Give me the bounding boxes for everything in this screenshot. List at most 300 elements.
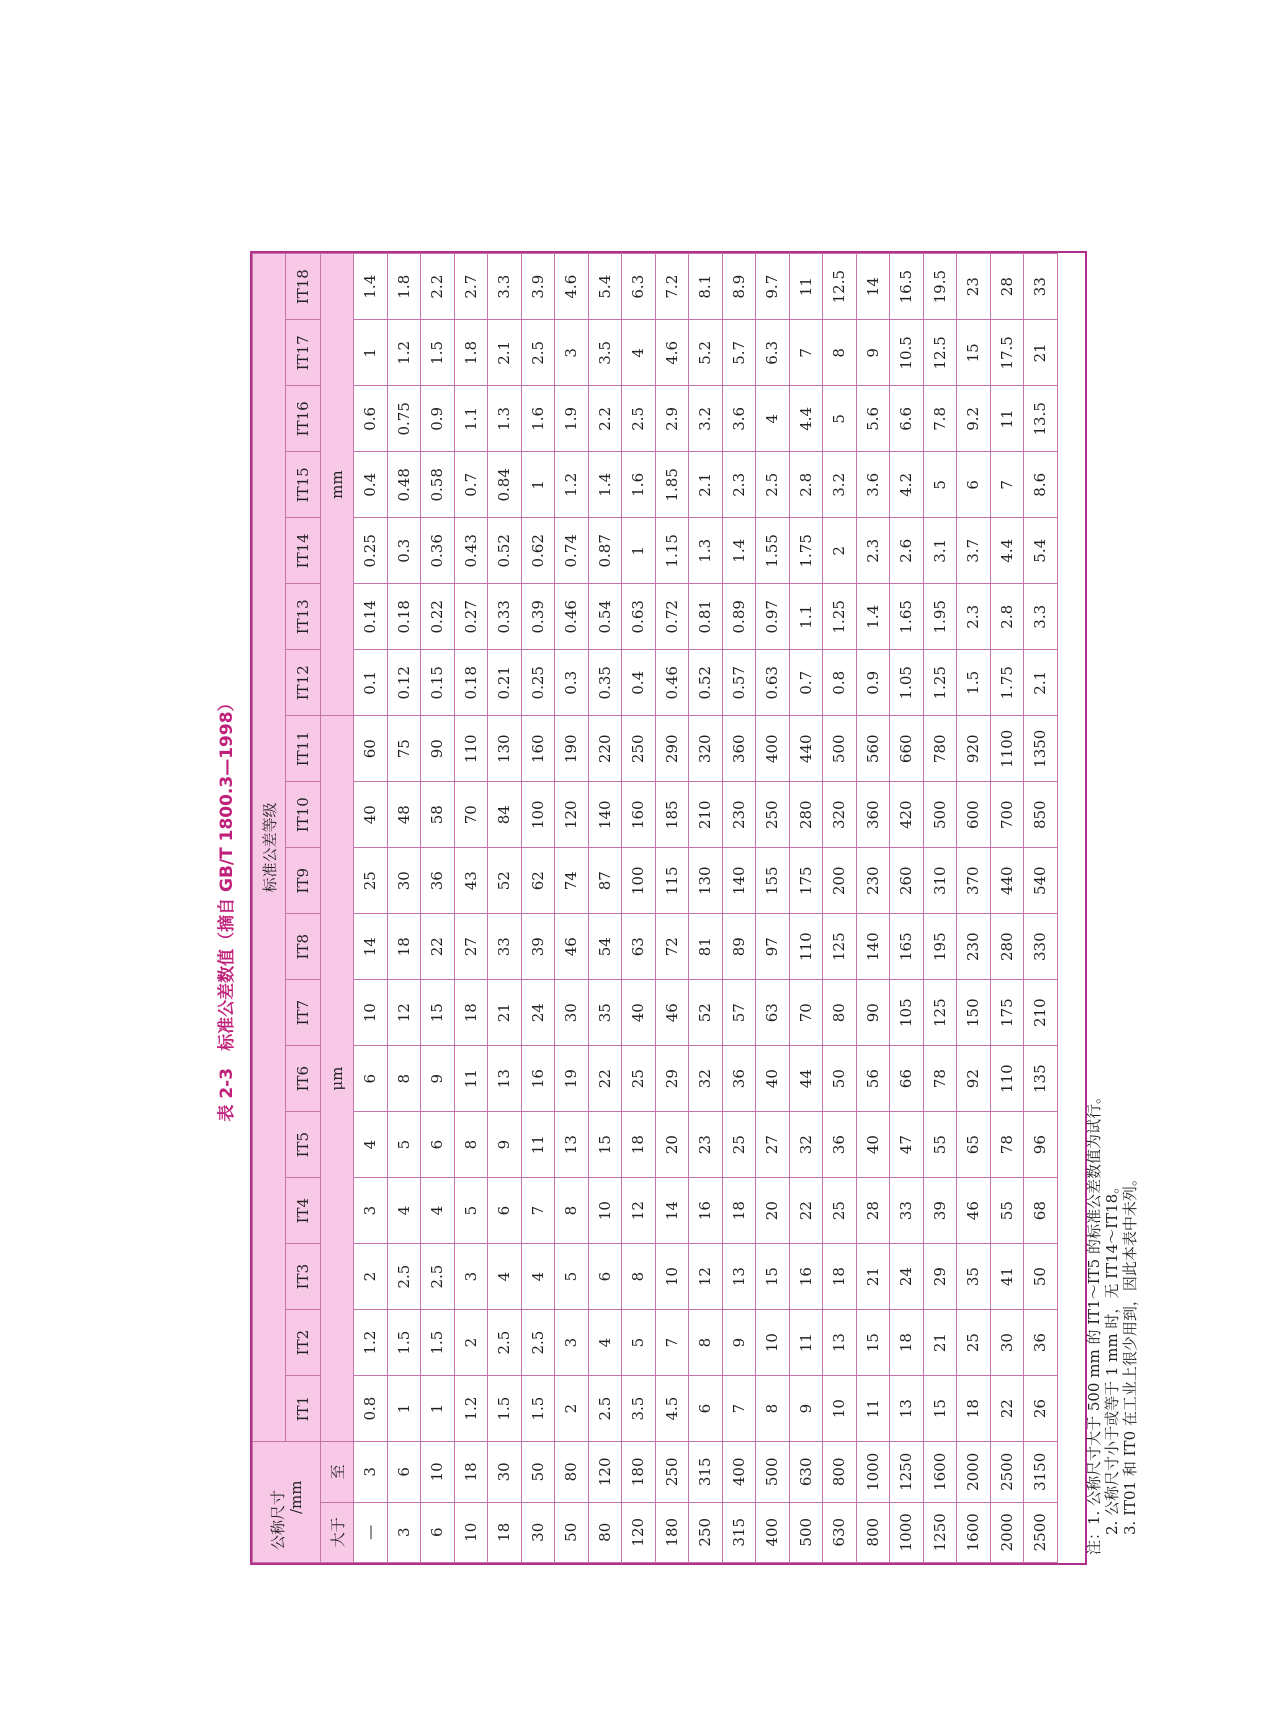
tolerance-value-cell: 29 [655,1046,689,1112]
tolerance-value-cell: 5.6 [856,386,890,452]
tolerance-value-cell: 110 [990,1046,1024,1112]
tolerance-value-cell: 72 [655,914,689,980]
tolerance-value-cell: 19.5 [923,254,957,320]
tolerance-value-cell: 1.3 [488,386,522,452]
tolerance-value-cell: 3.3 [1024,584,1058,650]
grade-header-cell: IT11 [286,716,321,782]
tolerance-value-cell: 63 [622,914,656,980]
grade-header: 标准公差等级 [253,254,286,1442]
tolerance-value-cell: 6.6 [890,386,924,452]
tolerance-value-cell: 1.5 [387,1310,421,1376]
tolerance-value-cell: 6 [421,1112,455,1178]
tolerance-value-cell: 0.3 [555,650,589,716]
tolerance-value-cell: 0.25 [521,650,555,716]
tolerance-value-cell: 135 [1024,1046,1058,1112]
tolerance-value-cell: 125 [923,980,957,1046]
tolerance-value-cell: 56 [856,1046,890,1112]
tolerance-value-cell: 25 [622,1046,656,1112]
tolerance-value-cell: 18 [387,914,421,980]
tolerance-value-cell: 25 [823,1178,857,1244]
size-over-cell: 1000 [890,1502,924,1562]
tolerance-value-cell: 9 [856,320,890,386]
size-to-cell: 800 [823,1442,857,1502]
tolerance-value-cell: 21 [488,980,522,1046]
tolerance-value-cell: 30 [990,1310,1024,1376]
tolerance-value-cell: 1.1 [789,584,823,650]
tolerance-value-cell: 660 [890,716,924,782]
over-header: 大于 [321,1502,354,1562]
tolerance-value-cell: 0.25 [354,518,388,584]
tolerance-value-cell: 1.2 [354,1310,388,1376]
tolerance-value-cell: 11 [521,1112,555,1178]
tolerance-value-cell: 0.9 [856,650,890,716]
tolerance-value-cell: 290 [655,716,689,782]
unit-um: μm [321,716,354,1442]
table-row [990,254,1024,1563]
tolerance-value-cell: 29 [923,1244,957,1310]
table-row [923,254,957,1563]
tolerance-value-cell: 21 [1024,320,1058,386]
tolerance-value-cell: 46 [655,980,689,1046]
table-row [488,254,522,1563]
tolerance-value-cell: 35 [957,1244,991,1310]
tolerance-value-cell: 6 [588,1244,622,1310]
table-row [421,254,455,1563]
size-over-cell: — [354,1502,388,1562]
tolerance-value-cell: 1.9 [555,386,589,452]
tolerance-value-cell: 600 [957,782,991,848]
tolerance-value-cell: 92 [957,1046,991,1112]
tolerance-value-cell: 10 [655,1244,689,1310]
tolerance-value-cell: 360 [856,782,890,848]
tolerance-value-cell: 1.75 [990,650,1024,716]
tolerance-value-cell: 1.75 [789,518,823,584]
tolerance-value-cell: 27 [454,914,488,980]
tolerance-value-cell: 8 [622,1244,656,1310]
table-row [722,254,756,1563]
tolerance-value-cell: 3.5 [622,1376,656,1442]
tolerance-value-cell: 100 [622,848,656,914]
tolerance-value-cell: 250 [756,782,790,848]
size-to-cell: 30 [488,1442,522,1502]
tolerance-value-cell: 8 [823,320,857,386]
tolerance-value-cell: 1.1 [454,386,488,452]
size-to-cell: 6 [387,1442,421,1502]
grade-header-cell: IT8 [286,914,321,980]
tolerance-value-cell: 30 [555,980,589,1046]
tolerance-value-cell: 1.05 [890,650,924,716]
tolerance-value-cell: 13 [722,1244,756,1310]
tolerance-value-cell: 1.4 [722,518,756,584]
tolerance-value-cell: 110 [454,716,488,782]
tolerance-value-cell: 78 [990,1112,1024,1178]
tolerance-value-cell: 33 [890,1178,924,1244]
tolerance-value-cell: 15 [756,1244,790,1310]
tolerance-value-cell: 700 [990,782,1024,848]
tolerance-value-cell: 4.2 [890,452,924,518]
grade-header-cell: IT15 [286,452,321,518]
tolerance-value-cell: 0.15 [421,650,455,716]
tolerance-value-cell: 195 [923,914,957,980]
tolerance-value-cell: 10.5 [890,320,924,386]
tolerance-value-cell: 2.7 [454,254,488,320]
tolerance-value-cell: 8.9 [722,254,756,320]
tolerance-value-cell: 5 [622,1310,656,1376]
size-over-cell: 30 [521,1502,555,1562]
tolerance-value-cell: 1.2 [555,452,589,518]
grade-header-cell: IT17 [286,320,321,386]
tolerance-value-cell: 4 [354,1112,388,1178]
tolerance-value-cell: 1 [622,518,656,584]
tolerance-value-cell: 280 [990,914,1024,980]
tolerance-value-cell: 3.5 [588,320,622,386]
tolerance-value-cell: 3 [555,320,589,386]
tolerance-value-cell: 4 [756,386,790,452]
tolerance-value-cell: 1.5 [521,1376,555,1442]
size-to-cell: 180 [622,1442,656,1502]
tolerance-value-cell: 0.3 [387,518,421,584]
tolerance-value-cell: 0.12 [387,650,421,716]
tolerance-value-cell: 2.5 [421,1244,455,1310]
tolerance-value-cell: 1.6 [521,386,555,452]
tolerance-value-cell: 20 [756,1178,790,1244]
tolerance-value-cell: 8.1 [689,254,723,320]
tolerance-value-cell: 0.48 [387,452,421,518]
tolerance-value-cell: 165 [890,914,924,980]
tolerance-value-cell: 1.65 [890,584,924,650]
tolerance-value-cell: 10 [588,1178,622,1244]
tolerance-value-cell: 13 [488,1046,522,1112]
tolerance-value-cell: 55 [990,1178,1024,1244]
tolerance-value-cell: 16 [521,1046,555,1112]
tolerance-value-cell: 7.8 [923,386,957,452]
tolerance-value-cell: 1.4 [588,452,622,518]
table-row [655,254,689,1563]
table-row [957,254,991,1563]
tolerance-value-cell: 0.6 [354,386,388,452]
tolerance-value-cell: 175 [990,980,1024,1046]
tolerance-value-cell: 140 [588,782,622,848]
tolerance-value-cell: 310 [923,848,957,914]
tolerance-value-cell: 2.5 [588,1376,622,1442]
tolerance-value-cell: 0.72 [655,584,689,650]
tolerance-value-cell: 4.4 [990,518,1024,584]
size-unit: /mm [286,1480,305,1514]
tolerance-value-cell: 2.3 [856,518,890,584]
tolerance-value-cell: 1100 [990,716,1024,782]
tolerance-value-cell: 11 [789,254,823,320]
tolerance-value-cell: 150 [957,980,991,1046]
tolerance-value-cell: 10 [823,1376,857,1442]
tolerance-value-cell: 47 [890,1112,924,1178]
tolerance-value-cell: 1.5 [421,320,455,386]
tolerance-table [252,253,1058,1563]
tolerance-value-cell: 25 [957,1310,991,1376]
tolerance-value-cell: 0.33 [488,584,522,650]
tolerance-value-cell: 7.2 [655,254,689,320]
tolerance-value-cell: 125 [823,914,857,980]
size-to-cell: 630 [789,1442,823,1502]
size-over-cell: 400 [756,1502,790,1562]
size-over-cell: 10 [454,1502,488,1562]
tolerance-value-cell: 70 [454,782,488,848]
tolerance-value-cell: 370 [957,848,991,914]
tolerance-value-cell: 1.85 [655,452,689,518]
size-to-cell: 1600 [923,1442,957,1502]
tolerance-value-cell: 50 [1024,1244,1058,1310]
to-header: 至 [321,1442,354,1502]
tolerance-value-cell: 20 [655,1112,689,1178]
tolerance-value-cell: 2.5 [387,1244,421,1310]
size-over-cell: 1250 [923,1502,957,1562]
tolerance-value-cell: 120 [555,782,589,848]
tolerance-value-cell: 5 [923,452,957,518]
tolerance-value-cell: 36 [823,1112,857,1178]
tolerance-value-cell: 110 [789,914,823,980]
tolerance-value-cell: 140 [856,914,890,980]
tolerance-value-cell: 0.18 [454,650,488,716]
tolerance-value-cell: 4 [421,1178,455,1244]
tolerance-value-cell: 78 [923,1046,957,1112]
tolerance-value-cell: 155 [756,848,790,914]
tolerance-value-cell: 200 [823,848,857,914]
tolerance-value-cell: 0.21 [488,650,522,716]
tolerance-value-cell: 250 [622,716,656,782]
tolerance-value-cell: 440 [789,716,823,782]
note-1: 注：1. 公称尺寸大于 500 mm 的 IT1～IT5 的标准公差数值为试行。 [1085,1089,1103,1555]
table-row [622,254,656,1563]
tolerance-value-cell: 0.4 [622,650,656,716]
tolerance-value-cell: 850 [1024,782,1058,848]
tolerance-value-cell: 39 [521,914,555,980]
tolerance-value-cell: 15 [957,320,991,386]
tolerance-value-cell: 7 [722,1376,756,1442]
tolerance-value-cell: 46 [555,914,589,980]
tolerance-value-cell: 0.22 [421,584,455,650]
tolerance-value-cell: 63 [756,980,790,1046]
tolerance-value-cell: 0.87 [588,518,622,584]
grade-header-cell: IT14 [286,518,321,584]
tolerance-value-cell: 0.7 [789,650,823,716]
table-row [890,254,924,1563]
tolerance-value-cell: 15 [421,980,455,1046]
tolerance-value-cell: 81 [689,914,723,980]
tolerance-value-cell: 36 [722,1046,756,1112]
size-over-cell: 800 [856,1502,890,1562]
tolerance-value-cell: 9.2 [957,386,991,452]
grade-header-cell: IT5 [286,1112,321,1178]
tolerance-value-cell: 80 [823,980,857,1046]
tolerance-value-cell: 210 [1024,980,1058,1046]
tolerance-value-cell: 3 [555,1310,589,1376]
size-over-cell: 630 [823,1502,857,1562]
tolerance-value-cell: 16.5 [890,254,924,320]
tolerance-value-cell: 3.7 [957,518,991,584]
tolerance-value-cell: 14 [856,254,890,320]
tolerance-value-cell: 8 [756,1376,790,1442]
tolerance-value-cell: 4.6 [655,320,689,386]
tolerance-value-cell: 1.6 [622,452,656,518]
size-over-cell: 250 [689,1502,723,1562]
size-label: 公称尺寸 [268,1489,287,1550]
tolerance-value-cell: 75 [387,716,421,782]
tolerance-value-cell: 115 [655,848,689,914]
tolerance-value-cell: 4.6 [555,254,589,320]
size-over-cell: 315 [722,1502,756,1562]
tolerance-value-cell: 1.3 [689,518,723,584]
size-to-cell: 315 [689,1442,723,1502]
tolerance-value-cell: 2.6 [890,518,924,584]
tolerance-value-cell: 22 [421,914,455,980]
tolerance-value-cell: 18 [890,1310,924,1376]
tolerance-value-cell: 0.8 [823,650,857,716]
tolerance-value-cell: 90 [856,980,890,1046]
size-to-cell: 250 [655,1442,689,1502]
tolerance-value-cell: 0.97 [756,584,790,650]
tolerance-value-cell: 540 [1024,848,1058,914]
tolerance-value-cell: 2.5 [521,1310,555,1376]
size-to-cell: 80 [555,1442,589,1502]
tolerance-value-cell: 4 [488,1244,522,1310]
tolerance-value-cell: 22 [789,1178,823,1244]
tolerance-value-cell: 4 [622,320,656,386]
tolerance-value-cell: 36 [1024,1310,1058,1376]
tolerance-value-cell: 2.3 [957,584,991,650]
tolerance-value-cell: 2.5 [521,320,555,386]
size-to-cell: 1250 [890,1442,924,1502]
tolerance-value-cell: 66 [890,1046,924,1112]
tolerance-value-cell: 40 [856,1112,890,1178]
tolerance-value-cell: 30 [387,848,421,914]
tolerance-value-cell: 96 [1024,1112,1058,1178]
tolerance-value-cell: 13.5 [1024,386,1058,452]
tolerance-value-cell: 1.15 [655,518,689,584]
tolerance-value-cell: 500 [823,716,857,782]
tolerance-value-cell: 44 [789,1046,823,1112]
tolerance-value-cell: 130 [689,848,723,914]
tolerance-value-cell: 6 [689,1376,723,1442]
tolerance-value-cell: 185 [655,782,689,848]
tolerance-value-cell: 2.1 [1024,650,1058,716]
tolerance-value-cell: 15 [923,1376,957,1442]
tolerance-value-cell: 0.39 [521,584,555,650]
tolerance-value-cell: 33 [1024,254,1058,320]
grade-header-cell: IT13 [286,584,321,650]
tolerance-value-cell: 57 [722,980,756,1046]
tolerance-value-cell: 21 [856,1244,890,1310]
tolerance-value-cell: 4 [588,1310,622,1376]
tolerance-value-cell: 320 [689,716,723,782]
tolerance-value-cell: 230 [722,782,756,848]
tolerance-value-cell: 0.84 [488,452,522,518]
tolerance-value-cell: 10 [756,1310,790,1376]
grade-header-cell: IT6 [286,1046,321,1112]
tolerance-value-cell: 3.6 [856,452,890,518]
tolerance-value-cell: 9 [789,1376,823,1442]
size-over-cell: 6 [421,1502,455,1562]
tolerance-value-cell: 2.8 [990,584,1024,650]
tolerance-value-cell: 12 [689,1244,723,1310]
tolerance-value-cell: 1.95 [923,584,957,650]
tolerance-value-cell: 100 [521,782,555,848]
tolerance-value-cell: 1.25 [923,650,957,716]
tolerance-value-cell: 1.8 [387,254,421,320]
tolerance-value-cell: 230 [957,914,991,980]
tolerance-value-cell: 36 [421,848,455,914]
tolerance-value-cell: 0.54 [588,584,622,650]
tolerance-value-cell: 2 [354,1244,388,1310]
tolerance-value-cell: 14 [354,914,388,980]
tolerance-value-cell: 10 [354,980,388,1046]
tolerance-value-cell: 41 [990,1244,1024,1310]
tolerance-value-cell: 0.43 [454,518,488,584]
tolerance-value-cell: 0.18 [387,584,421,650]
tolerance-value-cell: 90 [421,716,455,782]
tolerance-value-cell: 1.5 [421,1310,455,1376]
tolerance-value-cell: 220 [588,716,622,782]
tolerance-value-cell: 400 [756,716,790,782]
tolerance-value-cell: 0.9 [421,386,455,452]
tolerance-value-cell: 18 [722,1178,756,1244]
tolerance-value-cell: 0.89 [722,584,756,650]
tolerance-value-cell: 35 [588,980,622,1046]
tolerance-value-cell: 54 [588,914,622,980]
grade-header-cell: IT7 [286,980,321,1046]
tolerance-value-cell: 1.2 [387,320,421,386]
tolerance-value-cell: 52 [488,848,522,914]
tolerance-value-cell: 1.55 [756,518,790,584]
tolerance-value-cell: 70 [789,980,823,1046]
tolerance-value-cell: 16 [789,1244,823,1310]
tolerance-value-cell: 16 [689,1178,723,1244]
tolerance-value-cell: 15 [588,1112,622,1178]
tolerance-value-cell: 0.57 [722,650,756,716]
tolerance-value-cell: 1.8 [454,320,488,386]
tolerance-value-cell: 48 [387,782,421,848]
tolerance-value-cell: 18 [957,1376,991,1442]
note-3: 3. IT01 和 IT0 在工业上很少用到，因此本表中未列。 [1121,1171,1139,1535]
tolerance-value-cell: 6 [354,1046,388,1112]
size-over-cell: 2000 [990,1502,1024,1562]
grade-header-cell: IT18 [286,254,321,320]
tolerance-value-cell: 260 [890,848,924,914]
tolerance-value-cell: 12.5 [923,320,957,386]
tolerance-value-cell: 24 [890,1244,924,1310]
table-row [856,254,890,1563]
tolerance-value-cell: 360 [722,716,756,782]
tolerance-value-cell: 2.5 [488,1310,522,1376]
tolerance-value-cell: 0.74 [555,518,589,584]
tolerance-value-cell: 52 [689,980,723,1046]
tolerance-value-cell: 8.6 [1024,452,1058,518]
tolerance-value-cell: 6.3 [756,320,790,386]
tolerance-value-cell: 39 [923,1178,957,1244]
tolerance-value-cell: 420 [890,782,924,848]
table-row [756,254,790,1563]
tolerance-value-cell: 1 [354,320,388,386]
tolerance-value-cell: 0.63 [756,650,790,716]
size-to-cell: 1000 [856,1442,890,1502]
tolerance-value-cell: 2 [823,518,857,584]
tolerance-value-cell: 23 [957,254,991,320]
table-row [823,254,857,1563]
tolerance-value-cell: 5 [823,386,857,452]
tolerance-value-cell: 4 [521,1244,555,1310]
tolerance-value-cell: 26 [1024,1376,1058,1442]
tolerance-value-cell: 3.2 [823,452,857,518]
tolerance-value-cell: 19 [555,1046,589,1112]
tolerance-value-cell: 22 [990,1376,1024,1442]
